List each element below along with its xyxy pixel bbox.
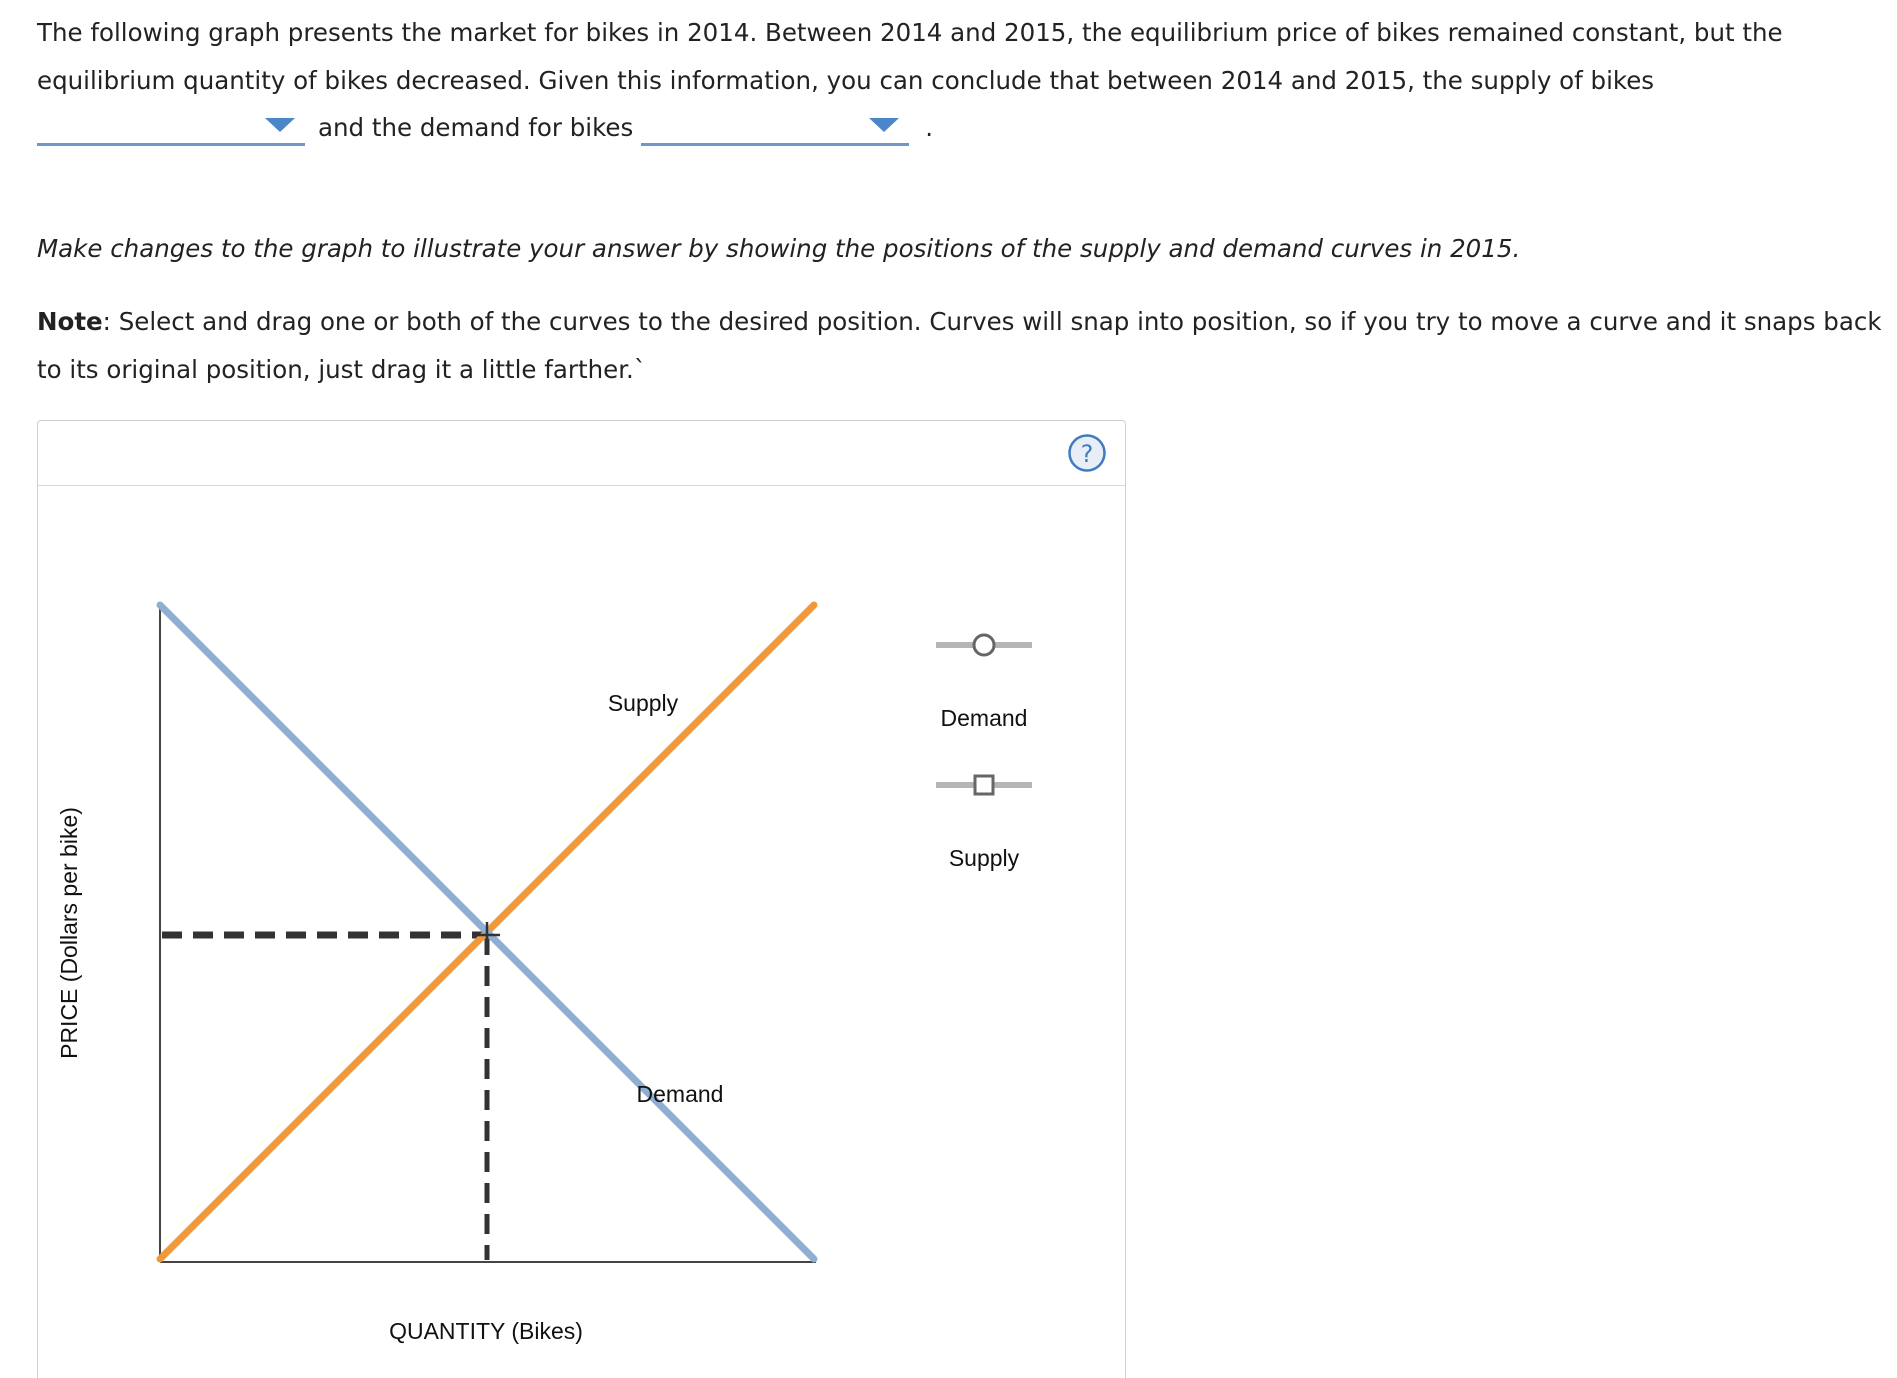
supply-tool-label: Supply: [948, 845, 1020, 871]
note-paragraph: [37, 298, 1887, 394]
supply-curve-label: Supply: [607, 690, 679, 716]
question-period: .: [925, 113, 934, 142]
question-line-3: [37, 104, 933, 152]
chevron-down-icon: [265, 118, 295, 132]
svg-text:?: ?: [1080, 440, 1094, 468]
graph-panel: [37, 420, 1126, 1378]
demand-tool[interactable]: [936, 635, 1032, 731]
demand-change-dropdown[interactable]: [641, 104, 909, 146]
supply-change-dropdown[interactable]: [37, 104, 305, 146]
x-axis-label: QUANTITY (Bikes): [389, 1318, 583, 1344]
square-point-icon: [975, 776, 993, 794]
demand-tool-label: Demand: [940, 705, 1028, 731]
graph-canvas: [38, 421, 1127, 1378]
question-mid-text: and the demand for bikes: [318, 113, 634, 142]
question-line-2: equilibrium quantity of bikes decreased. Given this information, you can conclude that between 2014 and 2015, the supply of bikes: [37, 66, 1655, 95]
y-axis-label: PRICE (Dollars per bike): [56, 807, 82, 1059]
circle-point-icon: [974, 635, 994, 655]
demand-curve-label: Demand: [636, 1081, 724, 1107]
supply-tool[interactable]: [936, 776, 1032, 871]
chevron-down-icon: [869, 118, 899, 132]
instruction-text: Make changes to the graph to illustrate your answer by showing the positions of the supply and demand curves in 2015.: [37, 234, 1521, 263]
question-line-1: The following graph presents the market for bikes in 2014. Between 2014 and 2015, the equilibrium price of bikes remained constant, but the: [37, 18, 1783, 47]
note-text: : Select and drag one or both of the curves to the desired position. Curves will snap into position, so if you try to move a curve and it snaps back to its original position, just drag it a little farther.`: [37, 307, 1882, 384]
note-label: Note: [37, 307, 103, 336]
